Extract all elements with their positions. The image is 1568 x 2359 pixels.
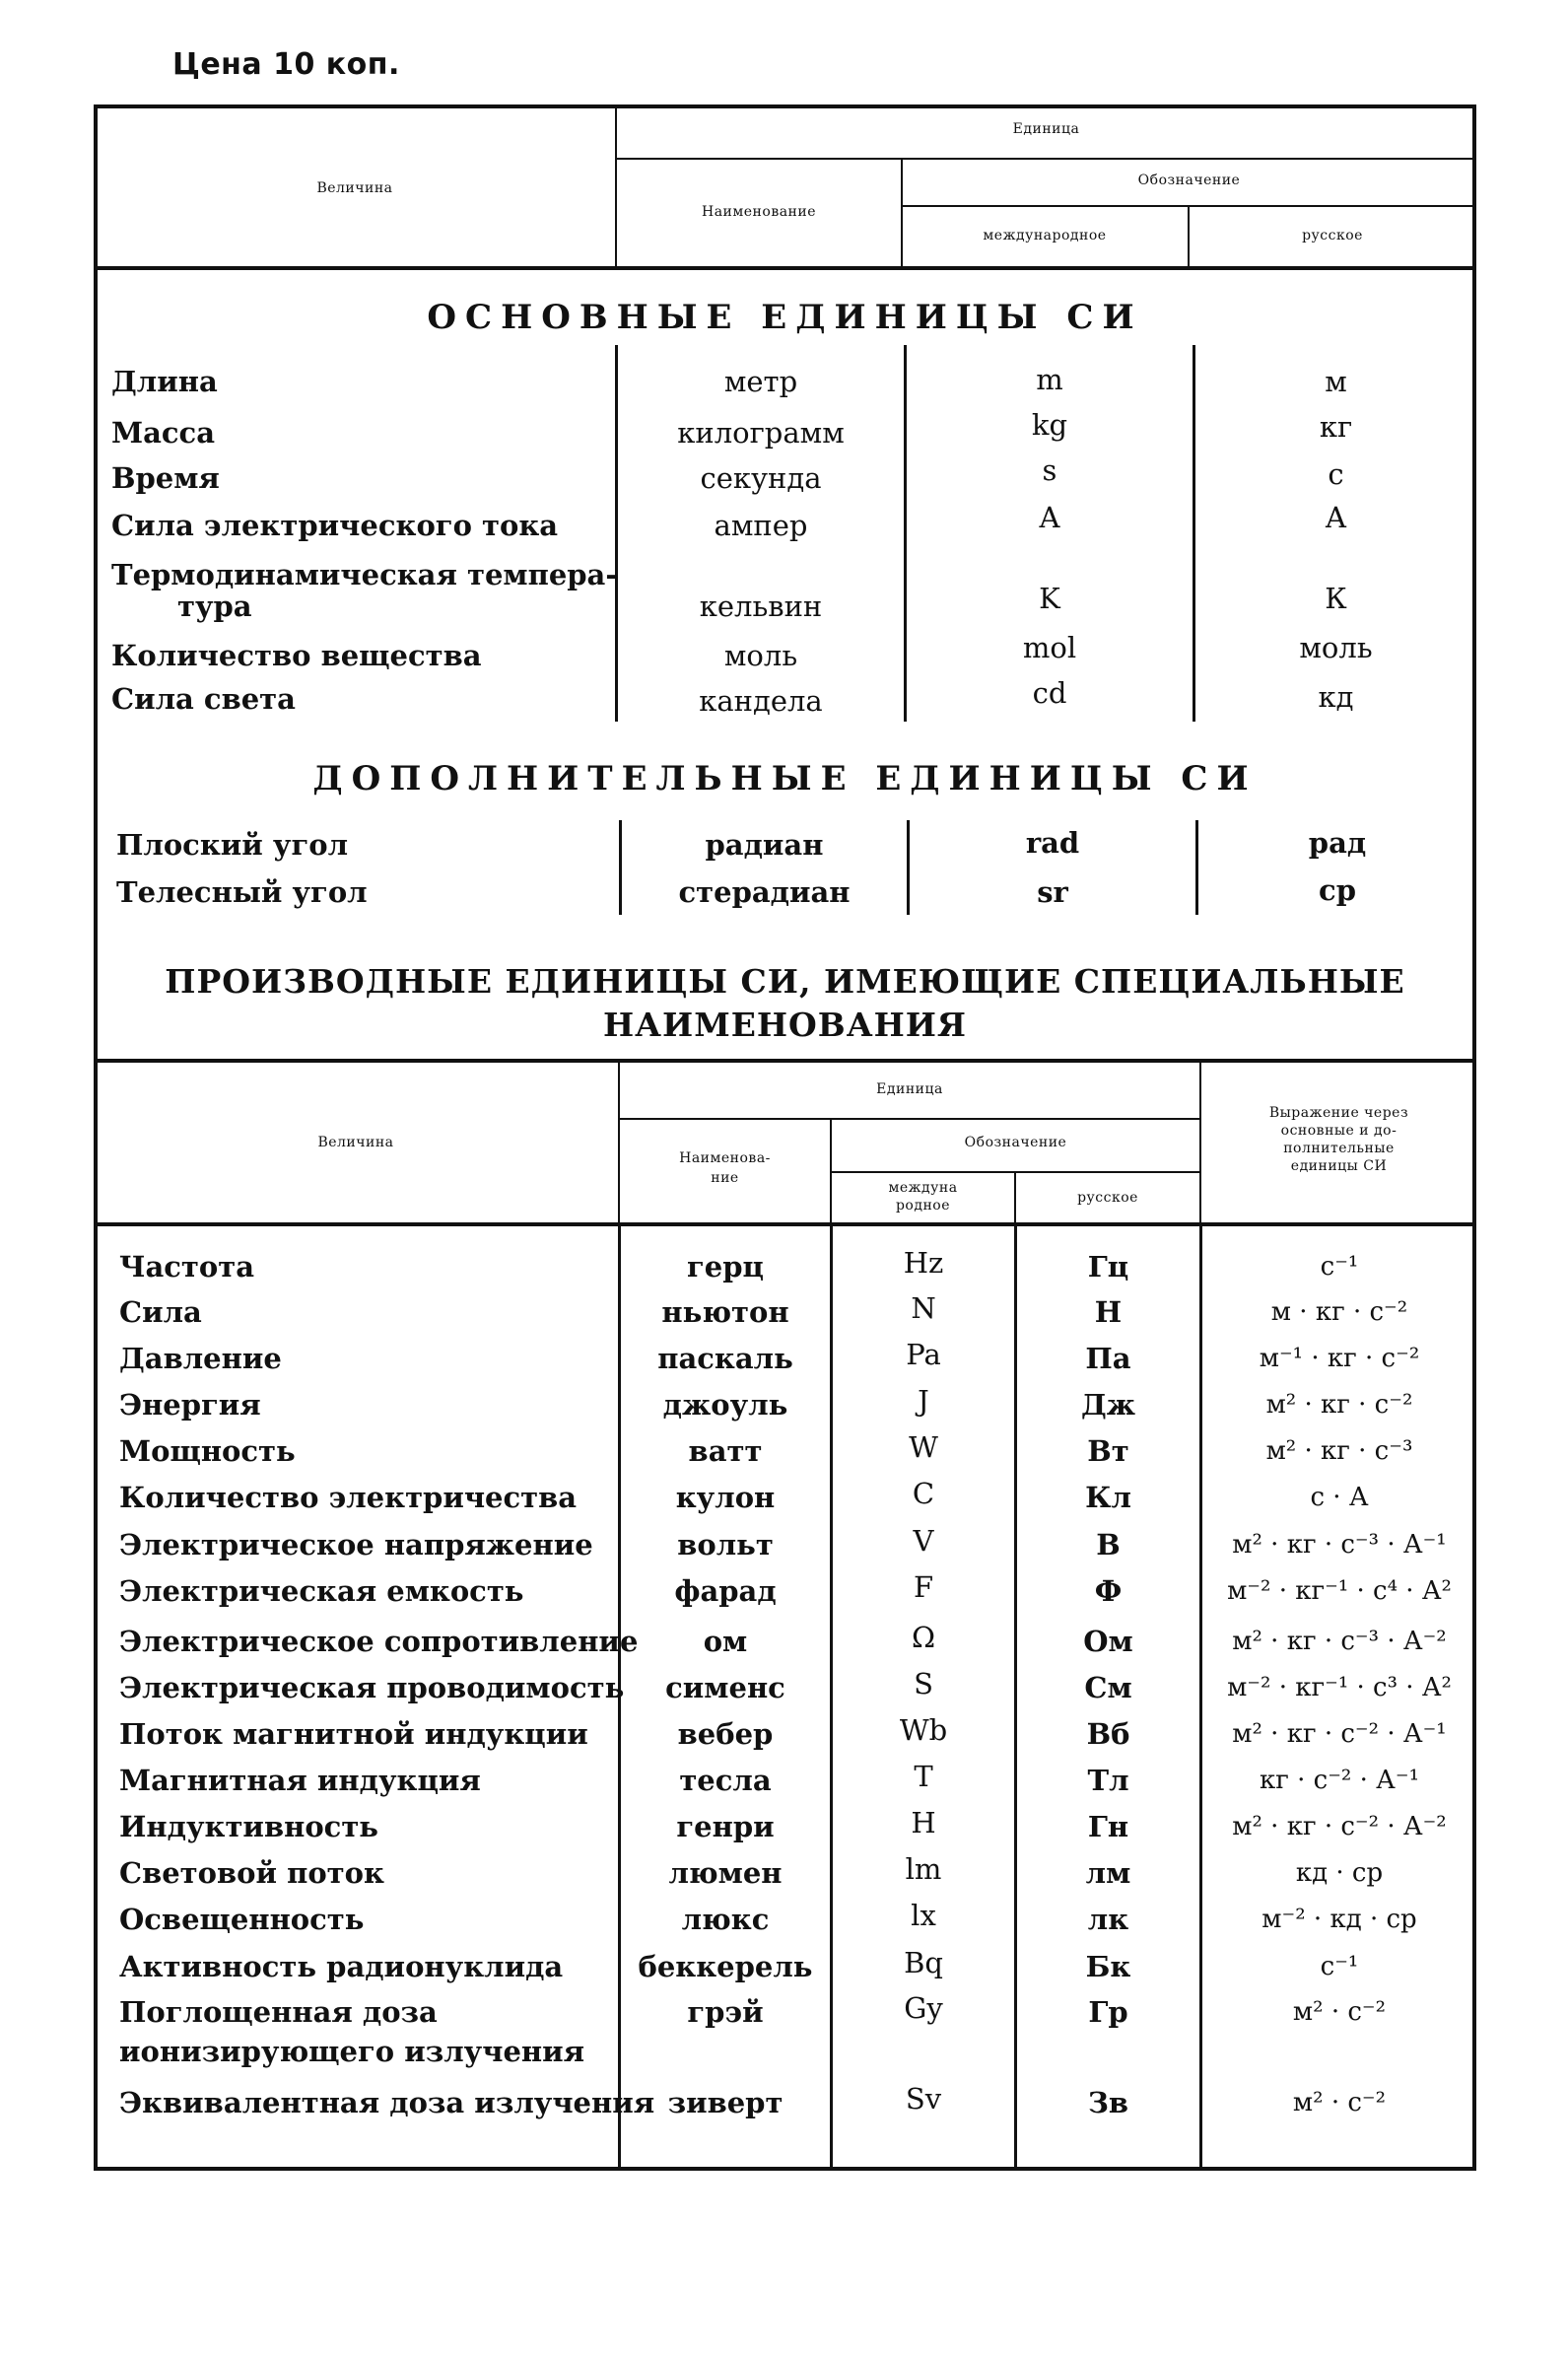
table-cell: Частота [119,1250,254,1284]
table-cell: люмен [668,1856,783,1890]
table-cell: ионизирующего излучения [119,2035,585,2068]
table-cell: стерадиан [678,875,851,909]
table-cell: mol [1022,631,1077,664]
header1-name: Наименование [702,204,816,220]
table-cell: метр [723,365,798,398]
table-cell: Количество вещества [111,639,482,672]
table-cell: А [1325,501,1347,534]
table-cell: м⁻² · кг⁻¹ · с³ · А² [1227,1673,1452,1702]
table-cell: ом [703,1625,748,1658]
table-cell: с · А [1310,1483,1369,1512]
table-cell: Электрическая проводимость [119,1671,625,1704]
table-cell: моль [723,639,798,672]
table-cell: К [1325,582,1347,615]
table-cell: м² · кг · с⁻² [1265,1390,1413,1420]
table-cell: м⁻² · кг⁻¹ · с⁴ · А² [1227,1576,1452,1606]
table-cell: Вб [1086,1717,1130,1751]
table-cell: килограмм [677,416,845,450]
table-cell: A [1039,501,1060,534]
table-cell: кандела [699,684,823,718]
table-cell: кг [1319,410,1353,444]
table-cell: В [1096,1528,1121,1561]
header2-expression-line4: единицы СИ [1290,1158,1388,1174]
header2-designation: Обозначение [964,1135,1067,1150]
table-cell: W [909,1430,938,1464]
table-cell: с⁻¹ [1320,1252,1359,1282]
table-cell: м² · кг · с⁻³ · А⁻¹ [1232,1530,1447,1560]
table-cell: Плоский угол [116,828,349,862]
table-cell: Сила [119,1295,202,1329]
table-cell: генри [676,1810,775,1843]
table-cell: Кл [1085,1481,1131,1514]
table-cell: kg [1031,408,1068,442]
table-cell: Индуктивность [119,1810,378,1843]
table-cell: ампер [714,509,808,542]
header1-international: международное [983,228,1107,243]
section-base-title: ОСНОВНЫЕ ЕДИНИЦЫ СИ [427,298,1143,337]
table-cell: Световой поток [119,1856,384,1890]
header2-name-line2: ние [711,1170,739,1186]
table-cell: Сила света [111,682,296,716]
table-cell: Wb [899,1713,948,1747]
table-cell: rad [1025,826,1080,860]
table-cell: Эквивалентная доза излучения [119,2086,655,2119]
table-cell: s [1042,453,1057,487]
table-cell: Давление [119,1342,282,1375]
header2-international-line1: междуна [888,1180,958,1196]
header1-unit-rule [616,158,1476,160]
table-cell: Тл [1087,1764,1129,1797]
table-cell: м² · кг · с⁻² · А⁻² [1232,1812,1447,1841]
table-cell: м [1325,365,1347,398]
table-cell: Термодинамическая темпера- [111,558,618,591]
header1-russian: русское [1302,228,1363,243]
header1-top-rule [94,104,1476,108]
table-cell: паскаль [657,1342,793,1375]
table-cell: H [911,1806,936,1839]
header2-expression-line3: полнительные [1283,1141,1395,1156]
table-cell: См [1084,1671,1132,1704]
table-cell: lm [905,1852,942,1886]
table-cell: Масса [111,416,215,450]
header1-quantity: Величина [316,180,393,196]
table-cell: м⁻² · кд · ср [1261,1905,1417,1934]
table-cell: моль [1299,631,1373,664]
table-cell: Гн [1087,1810,1129,1843]
table-cell: Сила электрического тока [111,509,559,542]
table-cell: вольт [677,1528,774,1561]
table-cell: Освещенность [119,1903,365,1936]
header2-russian: русское [1077,1190,1138,1206]
table-cell: Н [1094,1295,1123,1329]
header2-unit-rule [619,1118,1200,1120]
table-cell: Мощность [119,1434,296,1468]
table-cell: с [1328,457,1344,491]
table-cell: Время [111,461,220,495]
table-cell: м · кг · с⁻² [1270,1297,1408,1327]
table-cell: джоуль [662,1388,788,1422]
header1-bottom-rule [94,266,1476,270]
table-cell: беккерель [638,1950,813,1983]
table-cell: Ω [911,1621,936,1654]
table-cell: Bq [904,1946,943,1979]
table-cell: кг · с⁻² · А⁻¹ [1259,1766,1419,1795]
table-cell: лк [1087,1903,1129,1936]
table-cell: cd [1032,676,1067,710]
table-cell: с⁻¹ [1320,1952,1359,1981]
table-cell: Дж [1080,1388,1136,1422]
table-cell: фарад [674,1574,777,1608]
table-cell: м² · с⁻² [1292,1997,1387,2027]
table-cell: Электрическое напряжение [119,1528,593,1561]
table-cell: Hz [903,1246,944,1280]
table-cell: рад [1308,826,1367,860]
table-cell: тура [177,590,252,623]
table-cell: Ом [1083,1625,1133,1658]
table-cell: ватт [688,1434,763,1468]
header2-bottom-rule [94,1222,1476,1226]
table-cell: Ф [1094,1574,1123,1608]
header1-unit: Единица [1012,121,1080,137]
table-cell: кулон [675,1481,776,1514]
table-cell: м² · кг · с⁻³ [1265,1436,1413,1466]
table-cell: Sv [905,2082,942,2116]
table-cell: люкс [681,1903,770,1936]
table-cell: Электрическая емкость [119,1574,524,1608]
table-cell: C [912,1477,935,1510]
table-cell: кд · ср [1295,1858,1384,1888]
price-label: Цена 10 коп. [172,47,400,82]
header2-expression-line2: основные и до- [1280,1123,1398,1139]
table-cell: Поглощенная доза [119,1995,438,2029]
table-cell: lx [911,1899,936,1932]
header2-international-line2: родное [895,1198,951,1214]
table-cell: N [911,1291,936,1325]
header2-quantity: Величина [317,1135,394,1150]
table-cell: S [914,1667,933,1700]
table-cell: Pa [906,1338,941,1371]
table-cell: сименс [665,1671,785,1704]
table-cell: Бк [1085,1950,1131,1983]
table-cell: J [918,1384,929,1418]
table-cell: F [913,1570,934,1604]
table-cell: Вт [1087,1434,1129,1468]
table-cell: тесла [679,1764,772,1797]
table-cell: кд [1318,680,1354,714]
table-cell: лм [1085,1856,1131,1890]
section-derived-title-line1: ПРОИЗВОДНЫЕ ЕДИНИЦЫ СИ, ИМЕЮЩИЕ СПЕЦИАЛЬНЫЕ [165,962,1405,1001]
table-cell: кельвин [699,590,823,623]
table-cell: sr [1037,875,1068,909]
section-derived-title-line2: НАИМЕНОВАНИЯ [602,1006,968,1044]
table-cell: м² · кг · с⁻² · А⁻¹ [1232,1719,1447,1749]
header1-designation: Обозначение [1137,173,1241,188]
header2-top-rule [94,1059,1476,1063]
table-cell: ср [1319,873,1356,907]
header2-expression-line1: Выражение через [1268,1105,1409,1121]
table-cell: Количество электричества [119,1481,578,1514]
table-cell: Гр [1088,1995,1128,2029]
table-cell: T [914,1760,933,1793]
table-cell: м⁻¹ · кг · с⁻² [1259,1344,1420,1373]
table-cell: герц [687,1250,764,1284]
table-cell: м² · с⁻² [1292,2088,1387,2117]
table-cell: Gy [904,1991,943,2025]
table-cell: м² · кг · с⁻³ · А⁻² [1232,1627,1447,1656]
table-cell: Поток магнитной индукции [119,1717,588,1751]
section-supplementary-title: ДОПОЛНИТЕЛЬНЫЕ ЕДИНИЦЫ СИ [312,759,1258,798]
table-cell: ньютон [661,1295,789,1329]
table-cell: Па [1085,1342,1131,1375]
table-cell: Длина [111,365,218,398]
table-cell: V [913,1524,934,1558]
table-cell: Гц [1087,1250,1129,1284]
table-cell: Электрическое сопротивление [119,1625,639,1658]
table-cell: вебер [677,1717,774,1751]
header2-unit: Единица [876,1081,943,1097]
table-cell: Магнитная индукция [119,1764,481,1797]
table-cell: Телесный угол [116,875,368,909]
table-cell: радиан [705,828,824,862]
header2-name-line1: Наименова- [679,1150,771,1166]
table-cell: K [1039,582,1060,615]
table-cell: грэй [687,1995,764,2029]
table-cell: m [1036,363,1063,396]
table-cell: зиверт [667,2086,784,2119]
table-cell: секунда [700,461,822,495]
table-cell: Зв [1087,2086,1129,2119]
table-cell: Активность радионуклида [119,1950,564,1983]
table-cell: Энергия [119,1388,261,1422]
